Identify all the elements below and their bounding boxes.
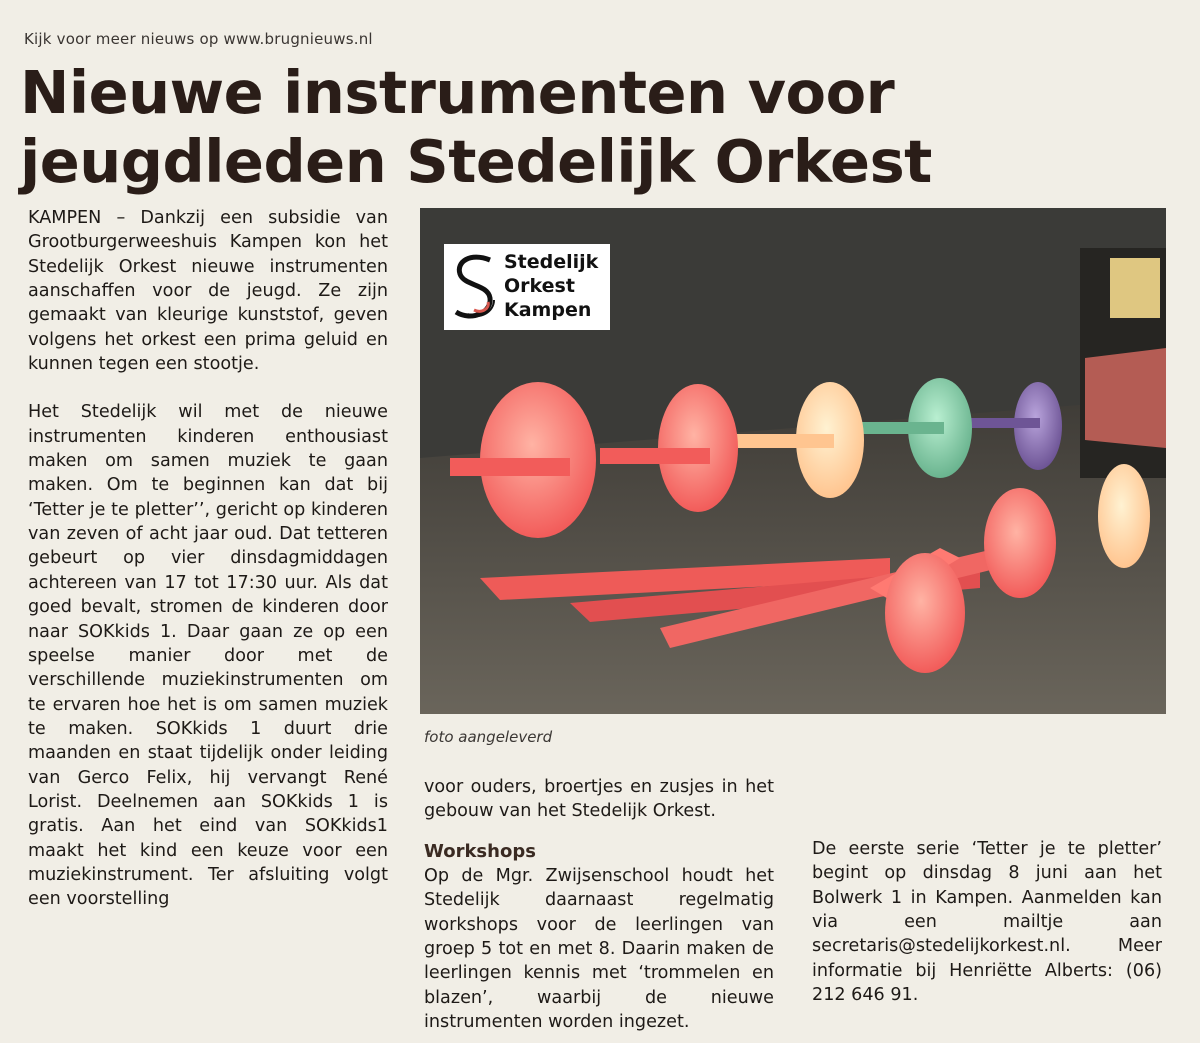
logo-line-3: Kampen bbox=[504, 299, 592, 321]
subhead-workshops: Workshops bbox=[424, 840, 536, 862]
article-column-1 bbox=[28, 206, 388, 912]
logo-line-2: Orkest bbox=[504, 275, 575, 297]
orchestra-s-icon bbox=[450, 252, 500, 322]
headline-line-2: jeugdleden Stedelijk Orkest bbox=[20, 127, 932, 196]
trumpets-illustration bbox=[420, 208, 1166, 714]
logo-line-1: Stedelijk bbox=[504, 251, 599, 273]
orchestra-logo bbox=[444, 244, 610, 330]
lead-paragraph bbox=[28, 206, 388, 376]
lead-text: – Dankzij een subsidie van Grootburgerweeshuis Kampen kon het Stedelijk Orkest nieuwe instrumenten aanschaffen voor de jeugd. Ze zijn gemaakt van kleurige kunststof, geven volgens het orkest een prima geluid en kunnen tegen een stootje. bbox=[28, 208, 388, 375]
article-column-3 bbox=[812, 775, 1162, 1007]
article-photo bbox=[420, 208, 1166, 714]
photo-caption: foto aangeleverd bbox=[424, 728, 553, 746]
orchestra-logo-text bbox=[504, 250, 598, 322]
headline-line-1: Nieuwe instrumenten voor bbox=[20, 58, 895, 127]
dateline: KAMPEN bbox=[28, 208, 102, 228]
article-column-2 bbox=[424, 775, 774, 1034]
body-paragraph-2: Het Stedelijk wil met de nieuwe instrumenten kinderen enthousiast maken om samen muziek te gaan maken. Om te beginnen kan dat bij ‘Tetter je te pletter’’, gericht op kinderen van zeven of acht jaar oud. Dat tetteren gebeurt op vier dinsdagmiddagen achtereen van 17 tot 17:30 uur. Als dat goed bevalt, stromen de kinderen door naar SOKkids 1. Daar gaan ze op een speelse manier door met de verschillende muziekinstrumenten om te ervaren hoe het is om samen muziek te maken. SOKkids 1 duurt drie maanden en staat tijdelijk onder leiding van Gerco Felix, hij vervangt René Lorist. Deelnemen aan SOKkids 1 is gratis. Aan het eind van SOKkids1 maakt het kind een keuze voor een muziekinstrument. Ter afsluiting volgt een voorstelling bbox=[28, 402, 388, 910]
body-paragraph-3: Op de Mgr. Zwijsenschool houdt het Stedelijk daarnaast regelmatig workshops voor de leerlingen van groep 5 tot en met 8. Daarin maken de leerlingen kennis met ‘trommelen en blazen’, waarbij de nieuwe instrumenten worden ingezet. bbox=[424, 866, 774, 1033]
kicker-website: Kijk voor meer nieuws op www.brugnieuws.nl bbox=[24, 30, 373, 48]
article-headline bbox=[20, 58, 1180, 196]
body-paragraph-4: De eerste serie ‘Tetter je te pletter’ begint op dinsdag 8 juni aan het Bolwerk 1 in Kampen. Aanmelden kan via een mailtje aan secretaris@stedelijkorkest.nl. Meer informatie bij Henriëtte Alberts: (06) 212 646 91. bbox=[812, 839, 1162, 1006]
body-paragraph-2-continued: voor ouders, broertjes en zusjes in het gebouw van het Stedelijk Orkest. bbox=[424, 777, 774, 822]
